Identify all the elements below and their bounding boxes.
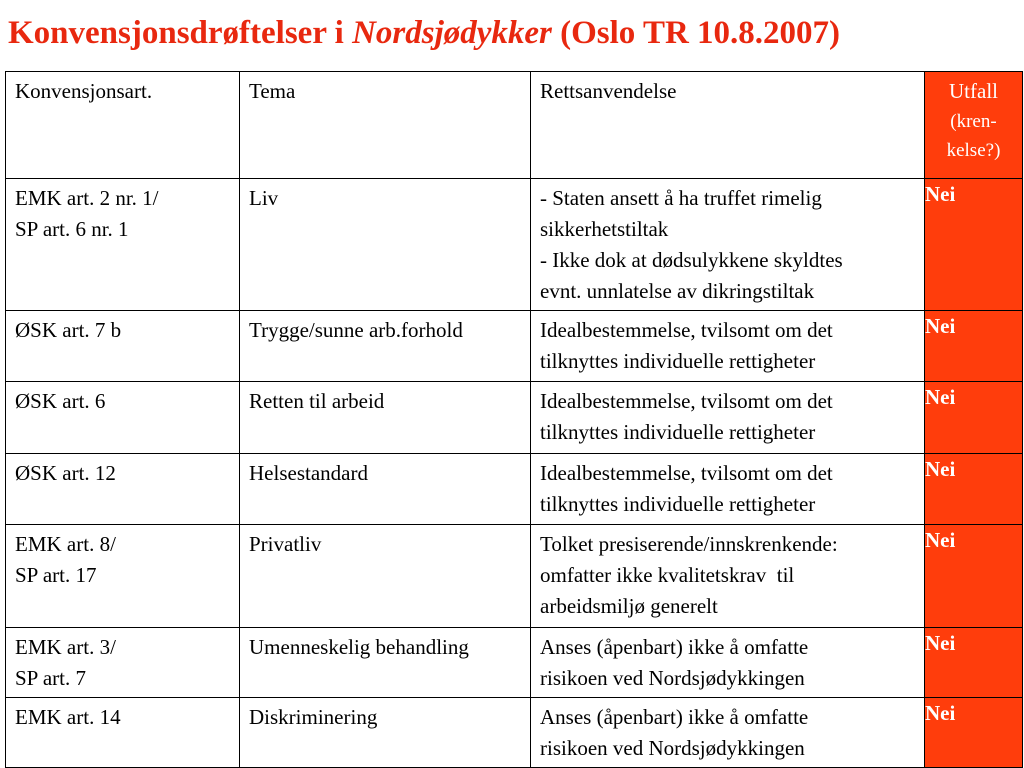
table-row	[6, 382, 1023, 454]
cell-rettsanvendelse: - Staten ansett å ha truffet rimelig sikkerhetstiltak - Ikke dok at dødsulykkene skyldtes evnt. unnlatelse av dikringstiltak	[531, 179, 925, 311]
cell-konvensjon: EMK art. 2 nr. 1/ SP art. 6 nr. 1	[6, 179, 240, 311]
cell-konvensjon: EMK art. 8/ SP art. 17	[6, 525, 240, 628]
cell-konvensjon: EMK art. 3/ SP art. 7	[6, 628, 240, 698]
header-utfall	[925, 72, 1023, 179]
cell-tema: Diskriminering	[240, 698, 531, 768]
cell-konvensjon: EMK art. 14	[6, 698, 240, 768]
header-utfall-main: Utfall	[949, 79, 998, 103]
table-row	[6, 454, 1023, 525]
cell-utfall: Nei	[925, 698, 1023, 768]
header-rettsanvendelse: Rettsanvendelse	[531, 72, 925, 179]
table-row	[6, 179, 1023, 311]
cell-tema: Liv	[240, 179, 531, 311]
cell-utfall: Nei	[925, 454, 1023, 525]
cell-konvensjon: ØSK art. 12	[6, 454, 240, 525]
cell-tema: Umenneskelig behandling	[240, 628, 531, 698]
table-row	[6, 311, 1023, 382]
cell-tema: Privatliv	[240, 525, 531, 628]
cell-utfall: Nei	[925, 311, 1023, 382]
convention-table	[5, 71, 1023, 768]
table-row	[6, 525, 1023, 628]
table-header-row	[6, 72, 1023, 179]
title-suffix: (Oslo TR 10.8.2007)	[551, 15, 841, 51]
header-utfall-sub2: kelse?)	[946, 140, 1001, 161]
title-prefix: Konvensjonsdrøftelser i	[8, 15, 353, 51]
cell-tema: Trygge/sunne arb.forhold	[240, 311, 531, 382]
cell-utfall: Nei	[925, 179, 1023, 311]
header-utfall-sub1: (kren-	[950, 111, 997, 132]
cell-utfall: Nei	[925, 382, 1023, 454]
cell-rettsanvendelse: Tolket presiserende/innskrenkende: omfatter ikke kvalitetskrav til arbeidsmiljø generelt	[531, 525, 925, 628]
cell-rettsanvendelse: Anses (åpenbart) ikke å omfatte risikoen ved Nordsjødykkingen	[531, 628, 925, 698]
cell-tema: Retten til arbeid	[240, 382, 531, 454]
cell-rettsanvendelse: Idealbestemmelse, tvilsomt om det tilknyttes individuelle rettigheter	[531, 311, 925, 382]
title-case-name: Nordsjødykker	[352, 15, 552, 51]
cell-utfall: Nei	[925, 525, 1023, 628]
cell-konvensjon: ØSK art. 7 b	[6, 311, 240, 382]
table-row	[6, 698, 1023, 768]
header-konvensjonsart: Konvensjonsart.	[6, 72, 240, 179]
cell-rettsanvendelse: Idealbestemmelse, tvilsomt om det tilknyttes individuelle rettigheter	[531, 454, 925, 525]
page-title	[8, 10, 1018, 56]
cell-utfall: Nei	[925, 628, 1023, 698]
header-tema: Tema	[240, 72, 531, 179]
table-row	[6, 628, 1023, 698]
cell-tema: Helsestandard	[240, 454, 531, 525]
cell-konvensjon: ØSK art. 6	[6, 382, 240, 454]
cell-rettsanvendelse: Anses (åpenbart) ikke å omfatte risikoen ved Nordsjødykkingen	[531, 698, 925, 768]
cell-rettsanvendelse: Idealbestemmelse, tvilsomt om det tilknyttes individuelle rettigheter	[531, 382, 925, 454]
